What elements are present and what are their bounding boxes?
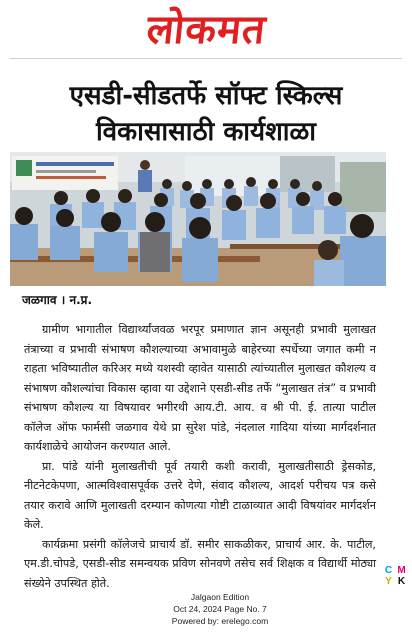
newspaper-logo: लोकमत (144, 6, 268, 53)
article-paragraph: ग्रामीण भागातील विद्यार्थ्यांजवळ भरपूर प्रमाणात ज्ञान असूनही प्रभावी मुलाखत तंत्राच्या व प्रभावी संभाषण कौशल्याच्या अभावामुळे बाहेरच्या स्पर्धेच्या जगात कमी न राहता भविष्यातील करिअर मध्ये यशस्वी व्हावेत यासाठी त्यांच्यातील मुलाखत कौशल्य व संभाषण कौशल्यांचा विकास व्हावा या उद्देशाने एसडी-सीड तर्फे “मुलाखत तंत्र” व प्रभावी संभाषण कौशल्य या विषयावर भगीरथी आय.टी. आय. व श्री पी. ई. तात्या पाटील कॉलेज ऑफ फार्मसी जळगाव येथे प्रा सुरेश पांडे, नंदलाल गादिया यांच्या मार्गदर्शनात कार्यशाळेचे आयोजन करण्यात आले. (24, 323, 376, 453)
cmyk-k: K (397, 576, 406, 587)
footer (160, 591, 280, 627)
cmyk-marker (382, 565, 408, 587)
headline-line-2: विकासासाठी कार्यशाळा (95, 117, 317, 147)
article-paragraph: प्रा. पांडे यांनी मुलाखतीची पूर्व तयारी कशी करावी, मुलाखतीसाठी ड्रेसकोड, नीटनेटकेपणा, आत्मविश्वासपूर्वक उत्तरे देणे, संवाद कौशल्य, आदर्श परीचय पत्र कसे तयार करावे आणि मुलाखती दरम्यान कोणत्या गोष्टी टाळाव्यात आदी विषयांवर मार्गदर्शन केले. (24, 459, 376, 531)
divider (10, 58, 402, 59)
headline (6, 78, 406, 150)
article-paragraph: कार्यक्रमा प्रसंगी कॉलेजचे प्राचार्य डॉ. समीर साकळीकर, प्राचार्य आर. के. पाटील, एम.डी.चोपडे, एसडी-सीड समन्वयक प्रविण सोनवणे तसेच सर्व शिक्षक व विद्यार्थी मोठ्या संख्येने उपस्थित होते. (24, 537, 376, 590)
dateline: जळगाव । न.प्र. (22, 293, 93, 307)
date-page-label: Oct 24, 2024 Page No. 7 (173, 604, 267, 614)
edition-label: Jalgaon Edition (190, 592, 250, 602)
news-photo (10, 152, 386, 286)
headline-line-1: एसडी-सीडतर्फे सॉफ्ट स्किल्स (69, 81, 343, 111)
powered-by-label: Powered by: erelego.com (171, 616, 269, 626)
masthead (0, 4, 412, 56)
cmyk-m: M (397, 565, 406, 576)
cmyk-y: Y (385, 576, 392, 587)
article-body (24, 320, 376, 593)
cmyk-c: C (384, 565, 393, 576)
